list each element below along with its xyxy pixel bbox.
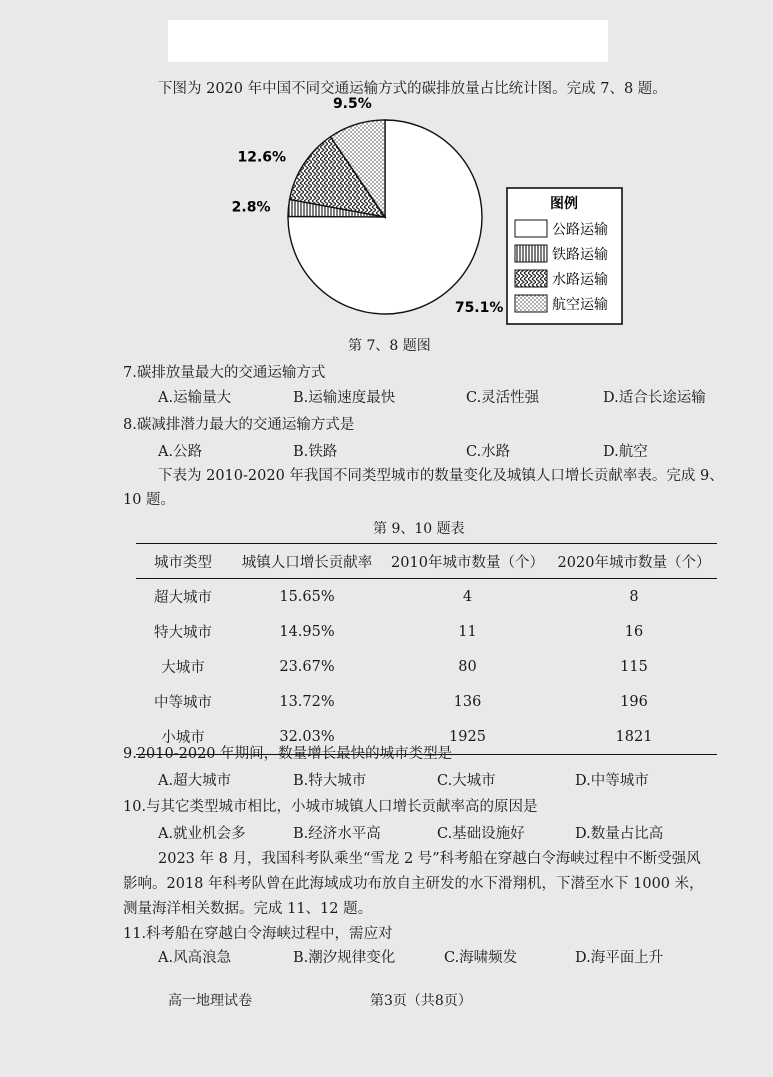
table-cell: 16 xyxy=(624,623,644,640)
table-header-cell: 城市类型 xyxy=(136,544,230,579)
q9-option-a[interactable]: A.超大城市 xyxy=(158,773,232,789)
table-row xyxy=(136,684,717,719)
q11-option-c[interactable]: C.海啸频发 xyxy=(444,950,518,966)
table-cell: 13.72% xyxy=(279,693,335,710)
passage-line-3: 测量海洋相关数据。完成 11、12 题。 xyxy=(123,901,373,917)
table-cell: 小城市 xyxy=(161,730,205,746)
q10-option-d[interactable]: D.数量占比高 xyxy=(575,826,664,842)
legend-label-0: 公路运输 xyxy=(552,222,608,238)
chart-caption: 第 7、8 题图 xyxy=(348,338,431,354)
pie-value-label-0: 75.1% xyxy=(454,300,504,316)
legend-label-1: 铁路运输 xyxy=(552,247,608,263)
city-data-table xyxy=(136,543,717,755)
legend-swatch-0 xyxy=(515,220,547,237)
passage-line-2: 影响。2018 年科考队曾在此海域成功布放自主研发的水下滑翔机，下潜至水下 1000 米， xyxy=(123,876,704,892)
q8-option-c[interactable]: C.水路 xyxy=(466,444,511,460)
q8-option-d[interactable]: D.航空 xyxy=(603,444,648,460)
question-9-stem: 9.2010-2020 年期间，数量增长最快的城市类型是 xyxy=(123,746,453,762)
question-11-stem: 11.科考船在穿越白令海峡过程中，需应对 xyxy=(123,926,393,942)
q7-option-c[interactable]: C.灵活性强 xyxy=(466,390,540,406)
legend-label-2: 水路运输 xyxy=(552,272,608,288)
table-header-row xyxy=(136,544,717,579)
table-cell: 大城市 xyxy=(161,660,205,676)
q8-option-a[interactable]: A.公路 xyxy=(158,444,203,460)
question-7-stem: 7.碳排放量最大的交通运输方式 xyxy=(123,365,326,381)
pie-slices xyxy=(288,120,482,314)
header-blank-area xyxy=(168,20,608,62)
pie-value-label-2: 12.6% xyxy=(237,149,287,166)
legend-title: 图例 xyxy=(550,196,578,212)
q10-option-c[interactable]: C.基础设施好 xyxy=(437,826,525,842)
chart-intro-text: 下图为 2020 年中国不同交通运输方式的碳排放量占比统计图。完成 7、8 题。 xyxy=(158,81,667,97)
q9-option-b[interactable]: B.特大城市 xyxy=(293,773,367,789)
table-cell: 32.03% xyxy=(279,728,335,745)
table-header-cell: 城镇人口增长贡献率 xyxy=(230,544,384,579)
q10-option-a[interactable]: A.就业机会多 xyxy=(158,826,246,842)
footer-exam-name: 高一地理试卷 xyxy=(168,993,252,1009)
pie-value-label-1: 2.8% xyxy=(231,199,271,216)
table-cell: 80 xyxy=(458,658,477,675)
q9-option-c[interactable]: C.大城市 xyxy=(437,773,496,789)
table-cell: 8 xyxy=(629,588,639,605)
table-cell: 特大城市 xyxy=(154,625,212,641)
table-cell: 11 xyxy=(458,623,477,640)
table-cell: 15.65% xyxy=(279,588,335,605)
q11-option-a[interactable]: A.风高浪急 xyxy=(158,950,232,966)
table-cell: 136 xyxy=(453,693,482,710)
pie-chart xyxy=(231,95,630,335)
q8-option-b[interactable]: B.铁路 xyxy=(293,444,338,460)
table-intro-line-1: 下表为 2010-2020 年我国不同类型城市的数量变化及城镇人口增长贡献率表。完成 9、 xyxy=(158,468,724,484)
q7-option-b[interactable]: B.运输速度最快 xyxy=(293,390,396,406)
footer-page-number: 第3页（共8页） xyxy=(370,993,472,1009)
q7-option-d[interactable]: D.适合长途运输 xyxy=(603,390,706,406)
table-intro-line-2: 10 题。 xyxy=(123,492,176,508)
table-row xyxy=(136,649,717,684)
table-cell: 1821 xyxy=(615,728,653,745)
table-cell: 23.67% xyxy=(279,658,335,675)
table-cell: 超大城市 xyxy=(154,590,212,606)
legend-swatch-2 xyxy=(515,270,547,287)
q9-option-d[interactable]: D.中等城市 xyxy=(575,773,649,789)
legend-swatch-3 xyxy=(515,295,547,312)
table-row xyxy=(136,614,717,649)
legend-label-3: 航空运输 xyxy=(552,297,608,313)
q10-option-b[interactable]: B.经济水平高 xyxy=(293,826,381,842)
table-row xyxy=(136,579,717,615)
table-cell: 115 xyxy=(620,658,648,675)
table-cell: 14.95% xyxy=(279,623,335,640)
question-8-stem: 8.碳减排潜力最大的交通运输方式是 xyxy=(123,417,355,433)
q11-option-d[interactable]: D.海平面上升 xyxy=(575,950,664,966)
table-header-cell: 2010年城市数量（个） xyxy=(384,544,551,579)
table-cell: 196 xyxy=(620,693,648,710)
table-header-cell: 2020年城市数量（个） xyxy=(551,544,717,579)
passage-line-1: 2023 年 8 月，我国科考队乘坐“雪龙 2 号”科考船在穿越白令海峡过程中不断受强风 xyxy=(158,851,701,867)
q11-option-b[interactable]: B.潮汐规律变化 xyxy=(293,950,396,966)
table-caption: 第 9、10 题表 xyxy=(373,521,465,537)
pie-value-label-3: 9.5% xyxy=(332,95,372,112)
chart-legend xyxy=(507,188,622,324)
table-cell: 中等城市 xyxy=(154,695,212,711)
table-cell: 4 xyxy=(462,588,473,605)
question-10-stem: 10.与其它类型城市相比，小城市城镇人口增长贡献率高的原因是 xyxy=(123,799,538,815)
table-cell: 1925 xyxy=(449,728,486,745)
q7-option-a[interactable]: A.运输量大 xyxy=(158,390,232,406)
legend-swatch-1 xyxy=(515,245,547,262)
